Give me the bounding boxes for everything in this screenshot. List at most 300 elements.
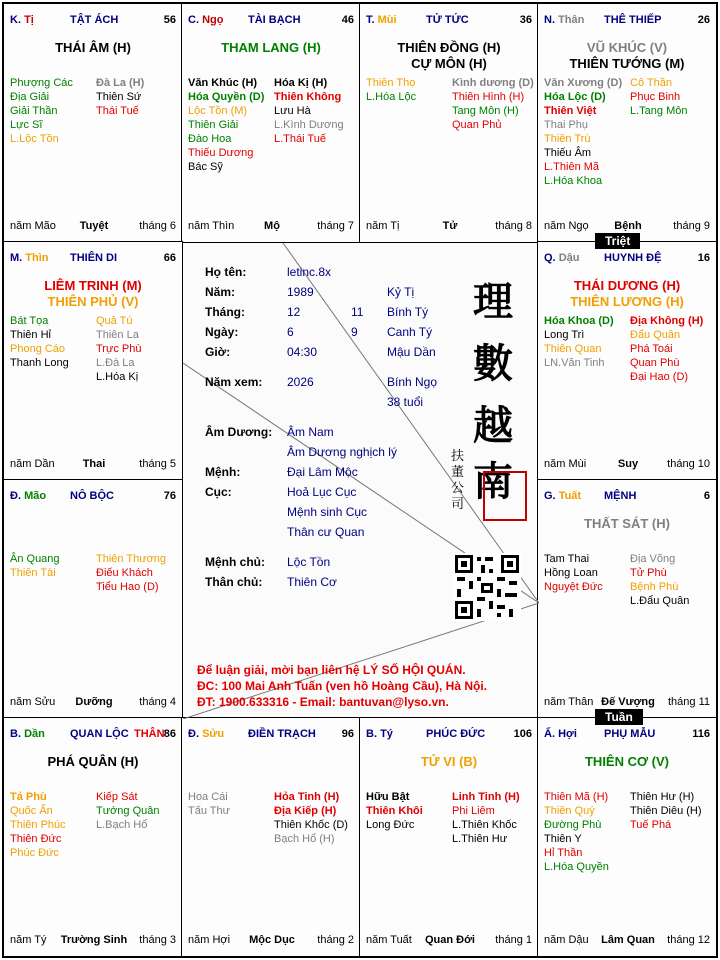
minor-star: Quan Phủ bbox=[452, 119, 502, 131]
minor-star: Kiếp Sát bbox=[96, 791, 138, 803]
right-star-list bbox=[630, 314, 703, 384]
minor-star: Bát Tọa bbox=[10, 315, 49, 327]
than-chu-value: Thiên Cơ bbox=[287, 575, 337, 589]
ngay-can-value: Canh Tý bbox=[387, 325, 433, 339]
palace-header bbox=[366, 14, 534, 30]
triet-tag: Triệt bbox=[595, 233, 640, 249]
minor-star: L.Đẩu Quân bbox=[630, 595, 690, 607]
luu-month: tháng 5 bbox=[139, 458, 176, 470]
chi-label: Thìn bbox=[25, 252, 49, 264]
calligraphy-char-1: 理 bbox=[473, 278, 513, 325]
minor-star: Lưu Hà bbox=[274, 105, 311, 117]
calligraphy-char-4: 南 bbox=[473, 458, 513, 505]
main-star: THIÊN PHỦ (V) bbox=[47, 294, 139, 309]
minor-star: Phúc Đức bbox=[10, 847, 59, 859]
luu-month: tháng 9 bbox=[673, 220, 710, 232]
dai-han-number: 36 bbox=[519, 14, 532, 26]
minor-star: L.Hóa Quyền bbox=[544, 861, 609, 873]
luu-nien-year: năm Dần bbox=[10, 458, 55, 470]
minor-star: Địa Võng bbox=[630, 553, 676, 565]
luu-nien-year: năm Sửu bbox=[10, 696, 56, 708]
left-star-list bbox=[10, 314, 69, 370]
menh-chu-label: Mệnh chủ: bbox=[205, 555, 265, 569]
than-indicator: THÂN bbox=[134, 728, 165, 740]
truong-sinh-stage: Tử bbox=[442, 220, 458, 232]
minor-star: Thiên Trù bbox=[544, 133, 591, 145]
palace-hoi bbox=[537, 717, 717, 957]
truong-sinh-stage: Mộ bbox=[264, 220, 280, 232]
can-label: Đ. bbox=[188, 728, 199, 740]
dai-han-number: 16 bbox=[697, 252, 710, 264]
minor-star: Lực Sĩ bbox=[10, 119, 43, 131]
right-star-list bbox=[96, 76, 144, 118]
minor-star: Đà La (H) bbox=[96, 77, 145, 89]
luu-month: tháng 12 bbox=[667, 934, 710, 946]
truong-sinh-stage: Dưỡng bbox=[75, 696, 113, 708]
luu-month: tháng 11 bbox=[667, 696, 710, 708]
palace-header bbox=[10, 728, 178, 744]
truong-sinh-stage: Trường Sinh bbox=[60, 934, 128, 946]
can-label: T. bbox=[366, 14, 375, 26]
minor-star: Hóa Quyền (D) bbox=[188, 91, 265, 103]
can-label: B. bbox=[10, 728, 21, 740]
minor-star: Hóa Khoa (D) bbox=[544, 315, 614, 327]
minor-star: Quả Tú bbox=[96, 315, 133, 327]
tuoi-value: 38 tuổi bbox=[387, 395, 424, 409]
contact-line-2: ĐC: 100 Mai Anh Tuấn (ven hồ Hoàng Cầu), Hà Nội. bbox=[197, 679, 488, 693]
gio-can-value: Mậu Dần bbox=[387, 345, 436, 359]
main-star: PHÁ QUÂN (H) bbox=[47, 754, 139, 769]
main-stars bbox=[538, 40, 716, 72]
minor-star: L.Thái Tuế bbox=[274, 133, 326, 145]
minor-star: Phong Cáo bbox=[10, 343, 66, 355]
ngay-duong-value: 6 bbox=[287, 325, 294, 339]
minor-star: L.Tang Môn bbox=[630, 105, 688, 117]
minor-star: Địa Giải bbox=[10, 91, 50, 103]
chi-label: Dậu bbox=[558, 252, 580, 264]
thang-am-value: 11 bbox=[351, 305, 364, 319]
thang-label: Tháng: bbox=[205, 305, 245, 319]
left-star-list bbox=[544, 552, 603, 594]
gio-value: 04:30 bbox=[287, 345, 318, 359]
palace-ngo bbox=[181, 3, 361, 243]
luu-month: tháng 10 bbox=[667, 458, 710, 470]
minor-star: Thiên Y bbox=[544, 833, 582, 845]
dai-han-number: 96 bbox=[341, 728, 354, 740]
minor-star: Phục Binh bbox=[630, 91, 681, 103]
minor-star: Quan Phù bbox=[630, 357, 680, 369]
minor-star: Thiên Hư (H) bbox=[630, 791, 695, 803]
right-star-list bbox=[452, 76, 534, 132]
minor-star: Thiên Hình (H) bbox=[452, 91, 525, 103]
minor-star: Đào Hoa bbox=[188, 133, 232, 145]
luu-month: tháng 7 bbox=[317, 220, 354, 232]
palace-footer bbox=[544, 220, 712, 234]
chi-label: Thân bbox=[558, 14, 585, 26]
main-stars bbox=[360, 40, 538, 72]
right-star-list bbox=[96, 314, 141, 384]
luu-month: tháng 1 bbox=[495, 934, 532, 946]
palace-mao bbox=[3, 479, 183, 719]
minor-star: Thiên Mã (H) bbox=[544, 791, 609, 803]
left-star-list bbox=[188, 790, 230, 818]
minor-star: Thiên Tài bbox=[10, 567, 56, 579]
thang-can-value: Bính Tý bbox=[387, 305, 429, 319]
palace-footer bbox=[188, 220, 356, 234]
minor-star: LN.Văn Tinh bbox=[544, 357, 605, 369]
ho-ten-label: Họ tên: bbox=[205, 265, 247, 279]
am-duong-value: Âm Nam bbox=[287, 425, 334, 439]
main-stars bbox=[360, 754, 538, 770]
center-info-panel bbox=[183, 243, 539, 719]
palace-footer bbox=[544, 458, 712, 472]
luu-month: tháng 6 bbox=[139, 220, 176, 232]
can-label: Đ. bbox=[10, 490, 21, 502]
palace-name: THIÊN DI bbox=[70, 252, 118, 264]
menh-label: Mệnh: bbox=[205, 465, 241, 479]
luu-nien-year: năm Tuất bbox=[366, 934, 412, 946]
truong-sinh-stage: Suy bbox=[617, 458, 639, 470]
truong-sinh-stage: Lâm Quan bbox=[601, 934, 655, 946]
minor-star: Long Trì bbox=[544, 329, 585, 341]
left-star-list bbox=[366, 790, 423, 832]
main-star: THÁI DƯƠNG (H) bbox=[573, 278, 681, 293]
minor-star: Thiên Đức bbox=[10, 833, 62, 845]
right-star-list bbox=[452, 790, 520, 846]
minor-star: Thiên Thương bbox=[96, 553, 167, 565]
dai-han-number: 106 bbox=[513, 728, 532, 740]
minor-star: Lộc Tồn (M) bbox=[188, 105, 248, 117]
chi-label: Dần bbox=[24, 728, 45, 740]
minor-star: Thiên Hỉ bbox=[10, 329, 51, 341]
palace-name: HUYNH ĐỆ bbox=[604, 252, 662, 264]
minor-star: L.Hóa Khoa bbox=[544, 175, 603, 187]
left-star-list bbox=[544, 76, 622, 188]
main-star: THAM LANG (H) bbox=[221, 40, 321, 55]
luu-month: tháng 2 bbox=[317, 934, 354, 946]
dai-han-number: 116 bbox=[692, 728, 710, 740]
main-stars bbox=[182, 40, 360, 56]
minor-star: Long Đức bbox=[366, 819, 415, 831]
minor-star: Thiên La bbox=[96, 329, 139, 341]
minor-star: Thiên Việt bbox=[544, 105, 597, 117]
ngay-am-value: 9 bbox=[351, 325, 358, 339]
palace-name: TẬT ÁCH bbox=[70, 14, 119, 26]
cuc-value: Hoả Lục Cục bbox=[287, 485, 357, 499]
right-star-list bbox=[274, 76, 344, 146]
qr-code bbox=[453, 553, 521, 621]
minor-star: L.Hóa Lộc bbox=[366, 91, 417, 103]
palace-dau bbox=[537, 241, 717, 481]
minor-star: Thiên Khôi bbox=[366, 805, 423, 817]
luu-nien-year: năm Thân bbox=[544, 696, 594, 708]
main-stars bbox=[538, 278, 716, 310]
dai-han-number: 6 bbox=[703, 490, 710, 502]
contact-line-3: ĐT: 1900.633316 - Email: bantuvan@lyso.vn. bbox=[197, 695, 449, 709]
minor-star: L.Thiên Khốc bbox=[452, 819, 517, 831]
palace-name: PHỤ MẪU bbox=[604, 728, 656, 740]
menh-chu-value: Lộc Tồn bbox=[287, 555, 331, 569]
left-star-list bbox=[544, 314, 614, 370]
palace-footer bbox=[188, 934, 356, 948]
minor-star: Cô Thần bbox=[630, 77, 672, 89]
main-star: CỰ MÔN (H) bbox=[411, 56, 487, 71]
chi-label: Tý bbox=[380, 728, 393, 740]
ngay-label: Ngày: bbox=[205, 325, 239, 339]
main-star: LIÊM TRINH (M) bbox=[44, 278, 142, 293]
left-star-list bbox=[10, 790, 66, 860]
minor-star: Đại Hao (D) bbox=[630, 371, 689, 383]
minor-star: Điếu Khách bbox=[96, 567, 153, 579]
main-stars bbox=[4, 40, 182, 56]
minor-star: Quốc Ấn bbox=[10, 805, 53, 817]
truong-sinh-stage: Mộc Dục bbox=[249, 934, 295, 946]
minor-star: Trực Phù bbox=[96, 343, 142, 355]
truong-sinh-stage: Thai bbox=[82, 458, 106, 470]
thang-duong-value: 12 bbox=[287, 305, 301, 319]
luu-nien-year: năm Mùi bbox=[544, 458, 587, 470]
can-label: K. bbox=[10, 14, 21, 26]
truong-sinh-stage: Tuyệt bbox=[79, 220, 109, 232]
chi-label: Mùi bbox=[377, 14, 397, 26]
main-stars bbox=[538, 754, 716, 770]
main-star: TỬ VI (B) bbox=[420, 754, 478, 769]
nam-duong-value: 1989 bbox=[287, 285, 314, 299]
palace-ty bbox=[359, 717, 539, 957]
main-star: THIÊN TƯỚNG (M) bbox=[569, 56, 685, 71]
minor-star: Phá Toái bbox=[630, 343, 673, 355]
palace-footer bbox=[544, 696, 712, 710]
minor-star: L.Đà La bbox=[96, 357, 135, 369]
am-duong-2-value: Âm Dương nghịch lý bbox=[287, 445, 397, 459]
can-label: Q. bbox=[544, 252, 556, 264]
minor-star: Bệnh Phù bbox=[630, 581, 679, 593]
dai-han-number: 76 bbox=[163, 490, 176, 502]
minor-star: Hoa Cái bbox=[188, 791, 228, 803]
palace-header bbox=[544, 14, 712, 30]
dai-han-number: 86 bbox=[163, 728, 176, 740]
can-label: C. bbox=[188, 14, 199, 26]
minor-star: Tấu Thư bbox=[188, 805, 231, 817]
minor-star: Thiên Khốc (D) bbox=[274, 819, 348, 831]
luu-nien-year: năm Thìn bbox=[188, 220, 235, 232]
minor-star: Thiên Sứ bbox=[96, 91, 142, 103]
minor-star: Thiên Quan bbox=[544, 343, 602, 355]
palace-header bbox=[10, 252, 178, 268]
main-star: THIÊN LƯƠNG (H) bbox=[570, 294, 684, 309]
minor-star: Thiên Giải bbox=[188, 119, 239, 131]
minor-star: Bạch Hổ (H) bbox=[274, 833, 335, 845]
luu-month: tháng 4 bbox=[139, 696, 176, 708]
menh-value: Đại Lâm Mộc bbox=[287, 465, 358, 479]
main-star: VŨ KHÚC (V) bbox=[586, 40, 668, 55]
palace-footer bbox=[10, 696, 178, 710]
chi-label: Tị bbox=[24, 14, 34, 26]
main-star: THIÊN ĐỒNG (H) bbox=[397, 40, 501, 55]
minor-star: L.Thiên Mã bbox=[544, 161, 600, 173]
minor-star: Hỉ Thần bbox=[544, 847, 583, 859]
palace-name: NÔ BỘC bbox=[70, 490, 114, 502]
chi-label: Hợi bbox=[558, 728, 577, 740]
cuc-2-value: Mệnh sinh Cục bbox=[287, 505, 368, 519]
truong-sinh-stage: Đế Vượng bbox=[601, 696, 655, 708]
palace-than bbox=[537, 3, 717, 243]
than-chu-label: Thân chủ: bbox=[205, 575, 263, 589]
minor-star: Hồng Loan bbox=[544, 567, 598, 579]
main-star: THIÊN CƠ (V) bbox=[584, 754, 670, 769]
palace-thin bbox=[3, 241, 183, 481]
minor-star: Văn Xương (D) bbox=[544, 77, 623, 89]
palace-header bbox=[10, 490, 178, 506]
palace-header bbox=[188, 14, 356, 30]
luu-nien-year: năm Tý bbox=[10, 934, 47, 946]
palace-footer bbox=[366, 220, 534, 234]
minor-star: Ân Quang bbox=[10, 553, 60, 565]
can-label: G. bbox=[544, 490, 556, 502]
palace-name: TỬ TỨC bbox=[426, 14, 469, 26]
palace-name: ĐIỀN TRẠCH bbox=[248, 728, 316, 740]
truong-sinh-stage: Bệnh bbox=[614, 220, 642, 232]
main-stars bbox=[4, 278, 182, 310]
minor-star: Thiên Quý bbox=[544, 805, 595, 817]
palace-footer bbox=[10, 458, 178, 472]
minor-star: Hỏa Tinh (H) bbox=[274, 791, 340, 803]
left-star-list bbox=[544, 790, 609, 874]
nam-am-value: Kỷ Tị bbox=[387, 285, 415, 299]
minor-star: Thanh Long bbox=[10, 357, 69, 369]
calligraphy-char-2: 數 bbox=[473, 340, 513, 387]
main-stars bbox=[4, 754, 182, 770]
luu-month: tháng 8 bbox=[495, 220, 532, 232]
minor-star: Hóa Kị (H) bbox=[274, 77, 328, 89]
minor-star: Đường Phù bbox=[544, 819, 602, 831]
chi-label: Ngọ bbox=[202, 14, 224, 26]
cuc-3-value: Thân cư Quan bbox=[287, 525, 365, 539]
minor-star: Đẩu Quân bbox=[630, 329, 681, 341]
palace-name: QUAN LỘC bbox=[70, 728, 129, 740]
minor-star: Tả Phù bbox=[10, 791, 47, 803]
minor-star: Thiếu Âm bbox=[544, 147, 592, 159]
minor-star: Linh Tinh (H) bbox=[452, 791, 520, 803]
minor-star: Địa Không (H) bbox=[630, 315, 704, 327]
nam-label: Năm: bbox=[205, 285, 236, 299]
palace-header bbox=[544, 252, 712, 268]
left-star-list bbox=[10, 552, 60, 580]
chi-label: Tuất bbox=[558, 490, 582, 502]
left-star-list bbox=[10, 76, 73, 146]
right-star-list bbox=[96, 552, 166, 594]
minor-star: Địa Kiếp (H) bbox=[274, 805, 337, 817]
contact-line-1: Để luận giải, mời bạn liên hệ LÝ SỐ HỘI QUÁN. bbox=[197, 663, 466, 677]
chi-label: Mão bbox=[24, 490, 47, 502]
can-label: Ấ. bbox=[544, 728, 555, 740]
right-star-list bbox=[630, 790, 702, 832]
palace-header bbox=[366, 728, 534, 744]
minor-star: Phi Liêm bbox=[452, 805, 495, 817]
dai-han-number: 26 bbox=[697, 14, 710, 26]
minor-star: Văn Khúc (H) bbox=[188, 77, 258, 89]
minor-star: Thái Tuế bbox=[96, 105, 139, 117]
luu-nien-year: năm Dậu bbox=[544, 934, 589, 946]
chi-label: Sửu bbox=[202, 728, 225, 740]
luu-nien-year: năm Mão bbox=[10, 220, 56, 232]
seal-stamp bbox=[483, 471, 527, 521]
palace-ti bbox=[3, 3, 183, 243]
tu-vi-chart bbox=[2, 2, 718, 958]
truong-sinh-stage: Quan Đới bbox=[425, 934, 475, 946]
luu-nien-year: năm Hợi bbox=[188, 934, 231, 946]
minor-star: Thiên Thọ bbox=[366, 77, 416, 89]
palace-name: THÊ THIẾP bbox=[604, 14, 662, 26]
palace-name: PHÚC ĐỨC bbox=[426, 728, 486, 740]
ho-ten-value: letinc.8x bbox=[287, 265, 332, 279]
right-star-list bbox=[274, 790, 348, 846]
minor-star: Thiên Không bbox=[274, 91, 342, 103]
minor-star: L.Thiên Hư bbox=[452, 833, 508, 845]
minor-star: Hóa Lộc (D) bbox=[544, 91, 606, 103]
right-star-list bbox=[96, 790, 160, 832]
palace-name: MỆNH bbox=[604, 490, 637, 502]
palace-footer bbox=[10, 220, 178, 234]
minor-star: Giải Thần bbox=[10, 105, 58, 117]
minor-star: Kình dương (D) bbox=[452, 77, 534, 89]
palace-name: TÀI BẠCH bbox=[248, 14, 301, 26]
minor-star: Thiên Diêu (H) bbox=[630, 805, 702, 817]
can-label: B. bbox=[366, 728, 377, 740]
minor-star: L.Hóa Kị bbox=[96, 371, 139, 383]
right-star-list bbox=[630, 552, 689, 608]
minor-star: Nguyệt Đức bbox=[544, 581, 603, 593]
nam-xem-value: 2026 bbox=[287, 375, 314, 389]
nam-xem-label: Năm xem: bbox=[205, 375, 263, 389]
minor-star: Thiếu Dương bbox=[188, 147, 254, 159]
dai-han-number: 66 bbox=[163, 252, 176, 264]
calligraphy-char-3: 越 bbox=[473, 402, 513, 449]
palace-dan bbox=[3, 717, 183, 957]
minor-star: L.Kình Dương bbox=[274, 119, 344, 131]
minor-star: Bác Sỹ bbox=[188, 161, 223, 173]
gio-label: Giờ: bbox=[205, 345, 231, 359]
palace-footer bbox=[544, 934, 712, 948]
minor-star: Tam Thai bbox=[544, 553, 590, 565]
dai-han-number: 56 bbox=[163, 14, 176, 26]
minor-star: Phượng Các bbox=[10, 77, 73, 89]
main-stars bbox=[538, 516, 716, 532]
minor-star: Tử Phù bbox=[630, 567, 667, 579]
palace-header bbox=[10, 14, 178, 30]
can-label: M. bbox=[10, 252, 23, 264]
left-star-list bbox=[366, 76, 416, 104]
minor-star: Tang Môn (H) bbox=[452, 105, 519, 117]
luu-month: tháng 3 bbox=[139, 934, 176, 946]
palace-mui bbox=[359, 3, 539, 243]
luu-nien-year: năm Ngọ bbox=[544, 220, 589, 232]
palace-header bbox=[544, 728, 712, 744]
dai-han-number: 46 bbox=[341, 14, 354, 26]
right-star-list bbox=[630, 76, 687, 118]
minor-star: Hữu Bật bbox=[366, 791, 410, 803]
minor-star: Tướng Quân bbox=[96, 805, 160, 817]
signature-text: 扶 董 公 司 bbox=[451, 449, 465, 512]
palace-tuat bbox=[537, 479, 717, 719]
left-star-list bbox=[188, 76, 264, 174]
palace-footer bbox=[366, 934, 534, 948]
palace-header bbox=[544, 490, 712, 506]
cuc-label: Cục: bbox=[205, 485, 232, 499]
tuan-tag: Tuần bbox=[595, 709, 643, 725]
nam-xem-can-value: Bính Ngọ bbox=[387, 375, 438, 389]
palace-suu bbox=[181, 717, 361, 957]
